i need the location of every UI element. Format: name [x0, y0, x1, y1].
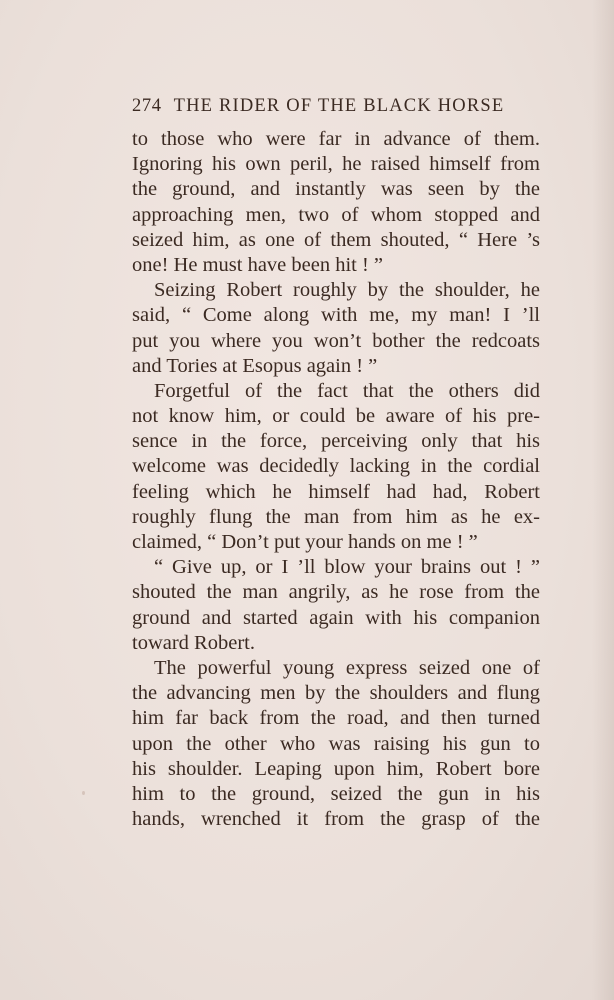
text-line: to those who were far in advance of them.	[132, 128, 540, 150]
text-line: one! He must have been hit ! ”	[132, 253, 384, 276]
text-line: said, “ Come along with me, my man! I ’ll	[132, 304, 540, 327]
text-line: upon the other who was raising his gun to	[132, 732, 540, 755]
text-line: seized him, as one of them shouted, “ Here ’s	[132, 228, 540, 251]
text-line: approaching men, two of whom stopped and	[132, 203, 540, 226]
text-line: feeling which he himself had had, Robert	[132, 480, 540, 503]
text-line: Ignoring his own peril, he raised himself from	[132, 153, 540, 176]
text-line: hands, wrenched it from the grasp of the	[132, 808, 540, 831]
text-line: The powerful young express seized one of	[154, 656, 540, 679]
text-line: him far back from the road, and then turned	[132, 707, 540, 730]
book-title: THE RIDER OF THE BLACK HORSE	[173, 96, 505, 116]
text-line: him to the ground, seized the gun in his	[132, 782, 540, 805]
page-gutter-shadow	[592, 0, 614, 1000]
text-line: shouted the man angrily, as he rose from the	[132, 581, 540, 604]
text-line: not know him, or could be aware of his pre-	[132, 405, 540, 428]
text-line: ground and started again with his companion	[132, 606, 540, 629]
text-line: the advancing men by the shoulders and flung	[132, 682, 540, 705]
page-number: 274	[132, 96, 162, 116]
text-line: roughly flung the man from him as he ex-	[132, 505, 540, 528]
text-line: put you where you won’t bother the redcoats	[132, 329, 540, 352]
running-head	[132, 96, 542, 117]
text-line: the ground, and instantly was seen by the	[132, 178, 540, 201]
text-line: welcome was decidedly lacking in the cordial	[132, 455, 540, 478]
text-line: his shoulder. Leaping upon him, Robert bore	[132, 757, 540, 780]
text-line: “ Give up, or I ’ll blow your brains out ! ”	[154, 556, 540, 579]
body-text	[132, 127, 540, 832]
text-line: toward Robert.	[132, 631, 255, 654]
text-line: claimed, “ Don’t put your hands on me ! ”	[132, 531, 478, 553]
paper-speck	[82, 791, 85, 795]
text-line: and Tories at Esopus again ! ”	[132, 354, 378, 377]
text-line: sence in the force, perceiving only that his	[132, 430, 540, 453]
text-line: Seizing Robert roughly by the shoulder, he	[154, 279, 540, 302]
text-line: Forgetful of the fact that the others did	[154, 379, 540, 402]
